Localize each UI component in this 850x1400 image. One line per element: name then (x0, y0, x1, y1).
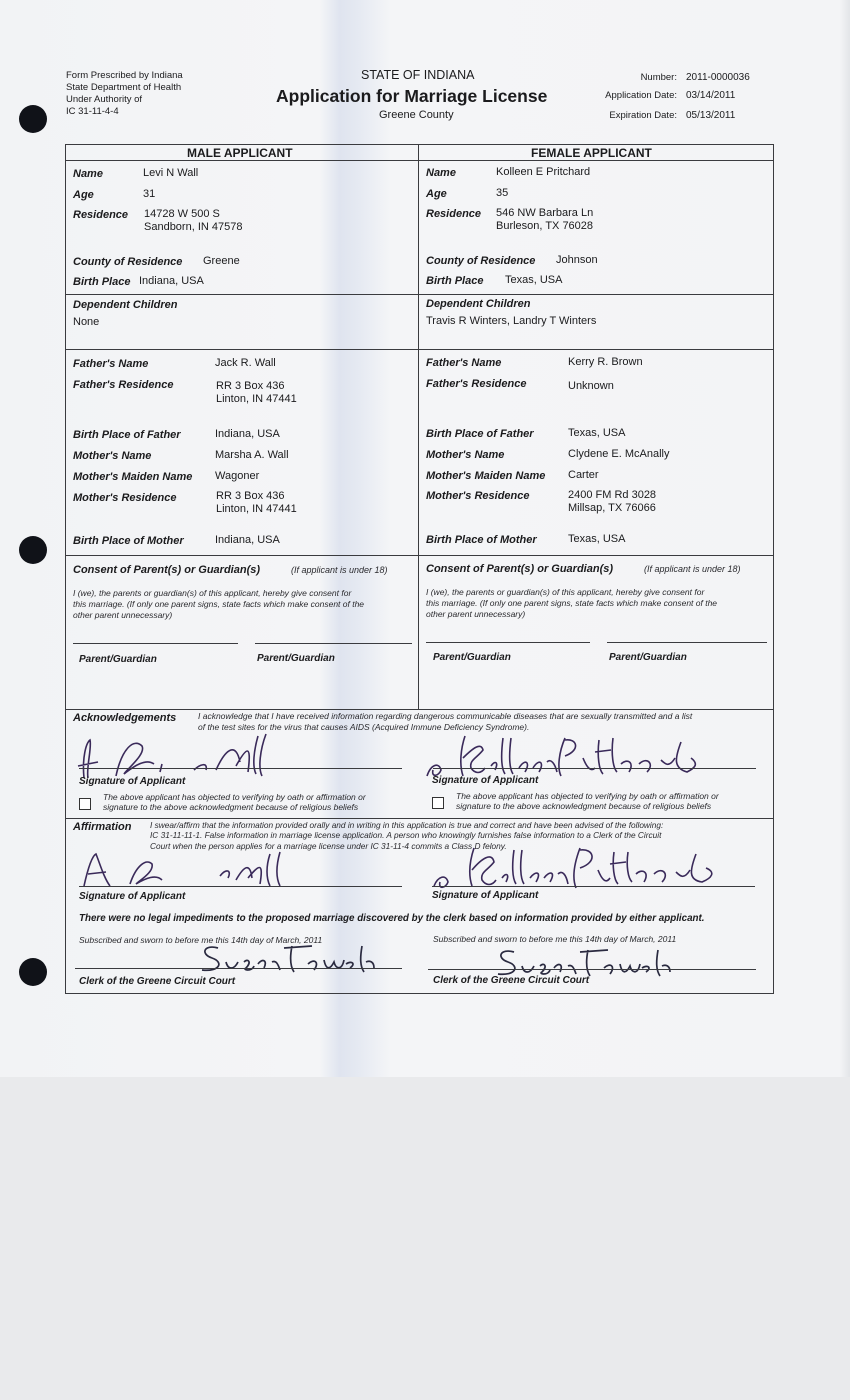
male-birthplace-value: Indiana, USA (139, 275, 204, 287)
female-dependents-value: Travis R Winters, Landry T Winters (426, 315, 597, 327)
female-age-value: 35 (496, 187, 509, 199)
expiration-date-value: 05/13/2011 (686, 110, 736, 121)
female-father-birth-value: Texas, USA (568, 427, 626, 439)
male-name-value: Levi N Wall (143, 167, 199, 179)
sworn-statement: Subscribed and sworn to before me this 14th day of March, 2011 (79, 935, 323, 945)
signature-of-applicant-label: Signature of Applicant (79, 891, 186, 902)
male-mother-birth-value: Indiana, USA (215, 534, 280, 546)
female-residence-line2: Burleson, TX 76028 (496, 220, 594, 232)
punch-hole (19, 536, 47, 564)
female-birthplace-label: Birth Place (426, 275, 484, 287)
parent-guardian-label: Parent/Guardian (79, 654, 157, 665)
male-father-name-label: Father's Name (73, 358, 149, 370)
acknowledgements-title: Acknowledgements (73, 712, 177, 724)
punch-hole (19, 105, 47, 133)
male-birthplace-label: Birth Place (73, 276, 131, 288)
male-age-value: 31 (143, 188, 156, 200)
female-mother-residence-label: Mother's Residence (426, 490, 530, 502)
male-signature-affirmation (80, 848, 290, 890)
male-residence-label: Residence (73, 209, 129, 221)
female-applicant-heading: FEMALE APPLICANT (531, 146, 652, 160)
prescribed-line: IC 31-11-4-4 (66, 106, 119, 117)
male-father-birth-value: Indiana, USA (215, 428, 280, 440)
male-mother-residence-label: Mother's Residence (73, 492, 177, 504)
male-father-name-value: Jack R. Wall (215, 357, 276, 369)
consent-text-line2: this marriage. (If only one parent signs, state facts which make consent of the (73, 599, 365, 609)
consent-text-line1: I (we), the parents or guardian(s) of this applicant, hereby give consent for (426, 587, 705, 597)
prescribed-line: State Department of Health (66, 82, 182, 93)
clerk-label: Clerk of the Greene Circuit Court (433, 975, 590, 986)
male-applicant-heading: MALE APPLICANT (187, 146, 293, 160)
female-mother-name-label: Mother's Name (426, 449, 505, 461)
signature-of-applicant-label: Signature of Applicant (432, 775, 539, 786)
female-name-label: Name (426, 167, 456, 179)
parent-guardian-label: Parent/Guardian (609, 652, 687, 663)
male-residence-line1: 14728 W 500 S (144, 208, 220, 220)
signature-of-applicant-label: Signature of Applicant (432, 890, 539, 901)
female-county-value: Johnson (556, 254, 598, 266)
male-religious-objection-checkbox[interactable] (79, 798, 91, 810)
state-heading: STATE OF INDIANA (361, 68, 475, 82)
acknowledgements-text-line1: I acknowledge that I have received information regarding dangerous communicable diseases that are sexually transmitted and a list (198, 711, 693, 721)
signature-of-applicant-label: Signature of Applicant (79, 776, 186, 787)
affirmation-text-line2: IC 31-11-11-1. False information in marriage license application. A person who knowingly furnishes false information to a Clerk of the Circuit (150, 830, 662, 840)
female-religious-objection-checkbox[interactable] (432, 797, 444, 809)
female-name-value: Kolleen E Pritchard (496, 166, 591, 178)
application-date-label: Application Date: (605, 90, 677, 101)
objection-text-line2: signature to the above acknowledgment because of religious beliefs (103, 802, 359, 812)
punch-hole (19, 958, 47, 986)
female-signature-affirmation (430, 842, 720, 892)
application-date-value: 03/14/2011 (686, 90, 736, 101)
male-father-birth-label: Birth Place of Father (73, 429, 181, 441)
acknowledgements-text-line2: of the test sites for the virus that causes AIDS (Acquired Immune Deficiency Syndrome). (198, 722, 530, 732)
objection-text-line1: The above applicant has objected to verifying by oath or affirmation or (103, 792, 366, 802)
male-signature-acknowledgement (76, 728, 276, 783)
male-mother-maiden-value: Wagoner (215, 470, 260, 482)
female-mother-residence-line2: Millsap, TX 76066 (568, 502, 656, 514)
consent-title: Consent of Parent(s) or Guardian(s) (73, 564, 261, 576)
no-impediments-statement: There were no legal impediments to the proposed marriage discovered by the clerk based on information provided by either applicant. (79, 913, 705, 924)
male-mother-maiden-label: Mother's Maiden Name (73, 471, 193, 483)
male-name-label: Name (73, 168, 103, 180)
female-mother-birth-value: Texas, USA (568, 533, 626, 545)
female-father-name-label: Father's Name (426, 357, 502, 369)
consent-text-line1: I (we), the parents or guardian(s) of this applicant, hereby give consent for (73, 588, 352, 598)
consent-text-line2: this marriage. (If only one parent signs, state facts which make consent of the (426, 598, 718, 608)
number-label: Number: (640, 72, 677, 83)
male-county-value: Greene (203, 255, 240, 267)
prescribed-line: Form Prescribed by Indiana (66, 70, 183, 81)
male-father-residence-label: Father's Residence (73, 379, 174, 391)
consent-title: Consent of Parent(s) or Guardian(s) (426, 563, 614, 575)
consent-text-line3: other parent unnecessary) (73, 610, 173, 620)
female-residence-label: Residence (426, 208, 482, 220)
female-father-name-value: Kerry R. Brown (568, 356, 643, 368)
parent-guardian-label: Parent/Guardian (433, 652, 511, 663)
female-father-residence-line1: Unknown (568, 380, 614, 392)
objection-text-line2: signature to the above acknowledgment because of religious beliefs (456, 801, 712, 811)
female-residence-line1: 546 NW Barbara Ln (496, 207, 594, 219)
clerk-label: Clerk of the Greene Circuit Court (79, 976, 236, 987)
female-county-label: County of Residence (426, 255, 536, 267)
page-title: Application for Marriage License (276, 86, 548, 106)
male-mother-name-label: Mother's Name (73, 450, 152, 462)
affirmation-text-line1: I swear/affirm that the information provided orally and in writing in this application is true and correct and have been advised of the following: (150, 820, 664, 830)
male-residence-line2: Sandborn, IN 47578 (144, 221, 243, 233)
affirmation-title: Affirmation (73, 821, 132, 833)
female-father-residence-label: Father's Residence (426, 378, 527, 390)
female-mother-birth-label: Birth Place of Mother (426, 534, 537, 546)
form-prescribed-text (66, 70, 183, 118)
affirmation-text-line3: Court when the person applies for a marriage license under IC 31-11-4 commits a Class D felony. (150, 841, 507, 851)
objection-text-line1: The above applicant has objected to verifying by oath or affirmation or (456, 791, 719, 801)
female-dependents-label: Dependent Children (426, 298, 531, 310)
consent-text-line3: other parent unnecessary) (426, 609, 526, 619)
male-mother-name-value: Marsha A. Wall (215, 449, 289, 461)
consent-condition: (If applicant is under 18) (291, 565, 388, 575)
female-birthplace-value: Texas, USA (505, 274, 563, 286)
consent-condition: (If applicant is under 18) (644, 564, 741, 574)
male-mother-birth-label: Birth Place of Mother (73, 535, 184, 547)
male-father-residence-line1: RR 3 Box 436 (216, 380, 285, 392)
prescribed-line: Under Authority of (66, 94, 143, 105)
male-dependents-value: None (73, 316, 100, 328)
male-mother-residence-line2: Linton, IN 47441 (216, 503, 297, 515)
sworn-statement: Subscribed and sworn to before me this 14th day of March, 2011 (433, 934, 677, 944)
female-father-birth-label: Birth Place of Father (426, 428, 534, 440)
county-heading: Greene County (379, 109, 454, 121)
female-mother-name-value: Clydene E. McAnally (568, 448, 670, 460)
male-county-label: County of Residence (73, 256, 183, 268)
parent-guardian-label: Parent/Guardian (257, 653, 335, 664)
male-dependents-label: Dependent Children (73, 299, 178, 311)
female-age-label: Age (426, 188, 447, 200)
male-age-label: Age (73, 189, 94, 201)
male-father-residence-line2: Linton, IN 47441 (216, 393, 297, 405)
male-mother-residence-line1: RR 3 Box 436 (216, 490, 285, 502)
female-mother-maiden-value: Carter (568, 469, 599, 481)
number-value: 2011-0000036 (686, 72, 750, 83)
expiration-date-label: Expiration Date: (609, 110, 677, 121)
female-mother-residence-line1: 2400 FM Rd 3028 (568, 489, 657, 501)
female-mother-maiden-label: Mother's Maiden Name (426, 470, 546, 482)
